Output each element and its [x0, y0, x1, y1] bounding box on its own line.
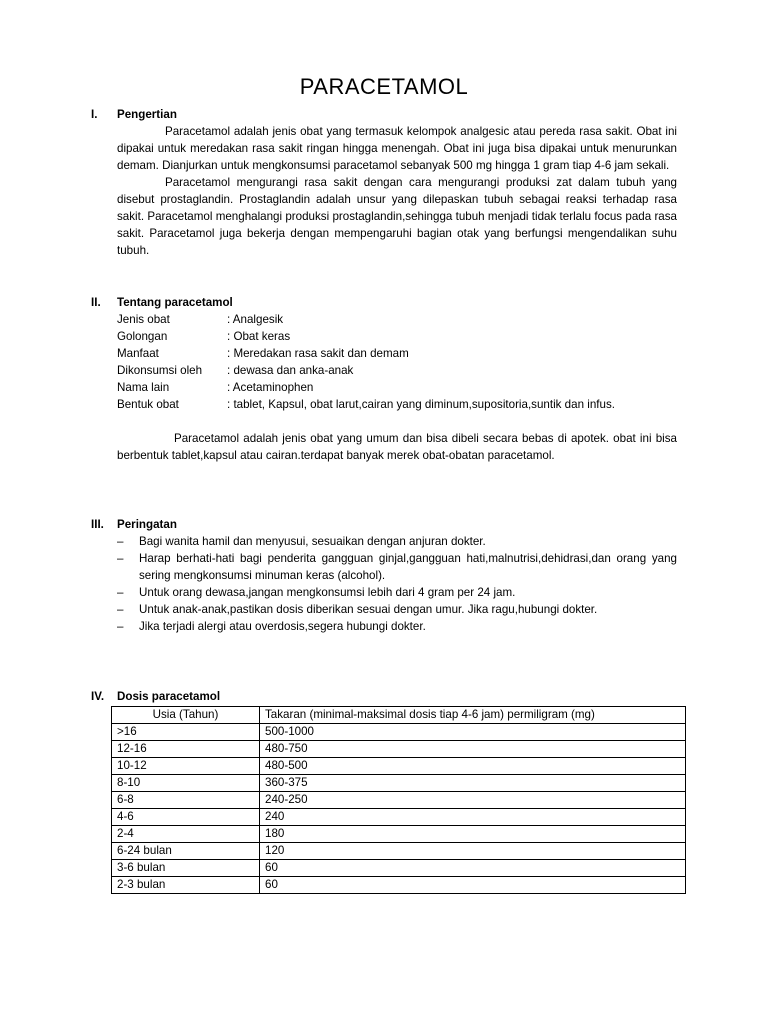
- list-item-text: Harap berhati-hati bagi penderita gangguan ginjal,gangguan hati,malnutrisi,dehidrasi,dan orang yang sering mengkonsumsi minuman keras (alcohol).: [139, 552, 677, 582]
- table-row: [112, 877, 686, 894]
- table-row: [112, 758, 686, 775]
- dash-bullet: –: [117, 535, 124, 548]
- cell-dose: 360-375: [260, 775, 686, 792]
- section-title: Dosis paracetamol: [117, 690, 221, 703]
- info-row: [117, 379, 677, 396]
- cell-dose: 180: [260, 826, 686, 843]
- dosage-table: [111, 706, 686, 894]
- cell-age: 6-24 bulan: [112, 843, 260, 860]
- cell-age: >16: [112, 724, 260, 741]
- table-row: [112, 775, 686, 792]
- info-value: : Analgesik: [227, 313, 284, 326]
- section-heading: [91, 688, 677, 705]
- info-value: : Meredakan rasa sakit dan demam: [227, 347, 409, 360]
- info-row: [117, 396, 677, 413]
- column-header-dose: Takaran (minimal-maksimal dosis tiap 4-6 jam) permiligram (mg): [260, 707, 686, 724]
- section-number: I.: [91, 108, 98, 121]
- info-value: : dewasa dan anka-anak: [227, 364, 354, 377]
- table-row: [112, 860, 686, 877]
- list-item: [117, 584, 677, 601]
- section-title: Tentang paracetamol: [117, 296, 233, 309]
- cell-dose: 240: [260, 809, 686, 826]
- warning-list: [117, 533, 677, 635]
- table-row: [112, 741, 686, 758]
- paragraph: Paracetamol adalah jenis obat yang umum dan bisa dibeli secara bebas di apotek. obat ini bisa berbentuk tablet,kapsul atau cairan.terdapat banyak merek obat-obatan paracetamol.: [117, 432, 677, 462]
- cell-dose: 240-250: [260, 792, 686, 809]
- list-item-text: Untuk orang dewasa,jangan mengkonsumsi lebih dari 4 gram per 24 jam.: [139, 586, 516, 599]
- table-row: [112, 843, 686, 860]
- info-row: [117, 345, 677, 362]
- section-peringatan: [91, 516, 677, 635]
- cell-dose: 480-500: [260, 758, 686, 775]
- section-tentang: [91, 294, 677, 464]
- info-label: Manfaat: [117, 347, 159, 360]
- section-dosis: [91, 688, 677, 705]
- section-body: [117, 533, 677, 635]
- section-heading: [91, 106, 677, 123]
- cell-age: 12-16: [112, 741, 260, 758]
- table-row: [112, 724, 686, 741]
- list-item-text: Jika terjadi alergi atau overdosis,segera hubungi dokter.: [139, 620, 426, 633]
- cell-age: 2-3 bulan: [112, 877, 260, 894]
- cell-age: 3-6 bulan: [112, 860, 260, 877]
- section-title: Peringatan: [117, 518, 177, 531]
- cell-age: 2-4: [112, 826, 260, 843]
- section-body: [117, 123, 677, 259]
- cell-age: 4-6: [112, 809, 260, 826]
- paragraph: Paracetamol mengurangi rasa sakit dengan cara mengurangi produksi zat dalam tubuh yang disebut prostaglandin. Prostaglandin adalah unsur yang dilepaskan tubuh sebagai reaksi terhadap rasa sakit. Paracetamol menghalangi produksi prostaglandin,sehingga tubuh menjadi tidak terlalu focus pada rasa sakit. Paracetamol juga bekerja dengan mempengaruhi bagian otak yang berfungsi mengendalikan suhu tubuh.: [117, 176, 677, 257]
- section-number: IV.: [91, 690, 105, 703]
- section-number: III.: [91, 518, 104, 531]
- list-item-text: Untuk anak-anak,pastikan dosis diberikan sesuai dengan umur. Jika ragu,hubungi dokter.: [139, 603, 598, 616]
- section-number: II.: [91, 296, 101, 309]
- section-heading: [91, 294, 677, 311]
- info-row: [117, 328, 677, 345]
- column-header-age: Usia (Tahun): [112, 707, 260, 724]
- list-item: [117, 550, 677, 584]
- table-row: [112, 792, 686, 809]
- section-pengertian: [91, 106, 677, 259]
- info-row: [117, 362, 677, 379]
- list-item-text: Bagi wanita hamil dan menyusui, sesuaikan dengan anjuran dokter.: [139, 535, 486, 548]
- dash-bullet: –: [117, 552, 124, 565]
- info-label: Nama lain: [117, 381, 170, 394]
- page-title: PARACETAMOL: [299, 74, 469, 99]
- list-item: [117, 618, 677, 635]
- cell-dose: 480-750: [260, 741, 686, 758]
- section-body: [117, 311, 677, 464]
- section-title: Pengertian: [117, 108, 177, 121]
- cell-age: 10-12: [112, 758, 260, 775]
- paragraph: Paracetamol adalah jenis obat yang termasuk kelompok analgesic atau pereda rasa sakit. Obat ini dipakai untuk meredakan rasa sakit ringan hingga menengah. Obat ini juga bisa dipakai untuk menurunkan demam. Dianjurkan untuk mengkonsumsi paracetamol sebanyak 500 mg hingga 1 gram tiap 4-6 jam sekali.: [117, 125, 677, 172]
- info-value: : Obat keras: [227, 330, 291, 343]
- cell-dose: 60: [260, 860, 686, 877]
- info-label: Dikonsumsi oleh: [117, 364, 203, 377]
- table-header-row: [112, 707, 686, 724]
- info-row: [117, 311, 677, 328]
- cell-dose: 60: [260, 877, 686, 894]
- info-value: : tablet, Kapsul, obat larut,cairan yang diminum,supositoria,suntik dan infus.: [227, 398, 615, 411]
- cell-age: 6-8: [112, 792, 260, 809]
- info-label: Golongan: [117, 330, 168, 343]
- list-item: [117, 533, 677, 550]
- info-label: Jenis obat: [117, 313, 170, 326]
- cell-dose: 500-1000: [260, 724, 686, 741]
- cell-age: 8-10: [112, 775, 260, 792]
- dash-bullet: –: [117, 603, 124, 616]
- table-row: [112, 809, 686, 826]
- list-item: [117, 601, 677, 618]
- table-row: [112, 826, 686, 843]
- dash-bullet: –: [117, 586, 124, 599]
- section-heading: [91, 516, 677, 533]
- info-label: Bentuk obat: [117, 398, 179, 411]
- cell-dose: 120: [260, 843, 686, 860]
- info-value: : Acetaminophen: [227, 381, 314, 394]
- dash-bullet: –: [117, 620, 124, 633]
